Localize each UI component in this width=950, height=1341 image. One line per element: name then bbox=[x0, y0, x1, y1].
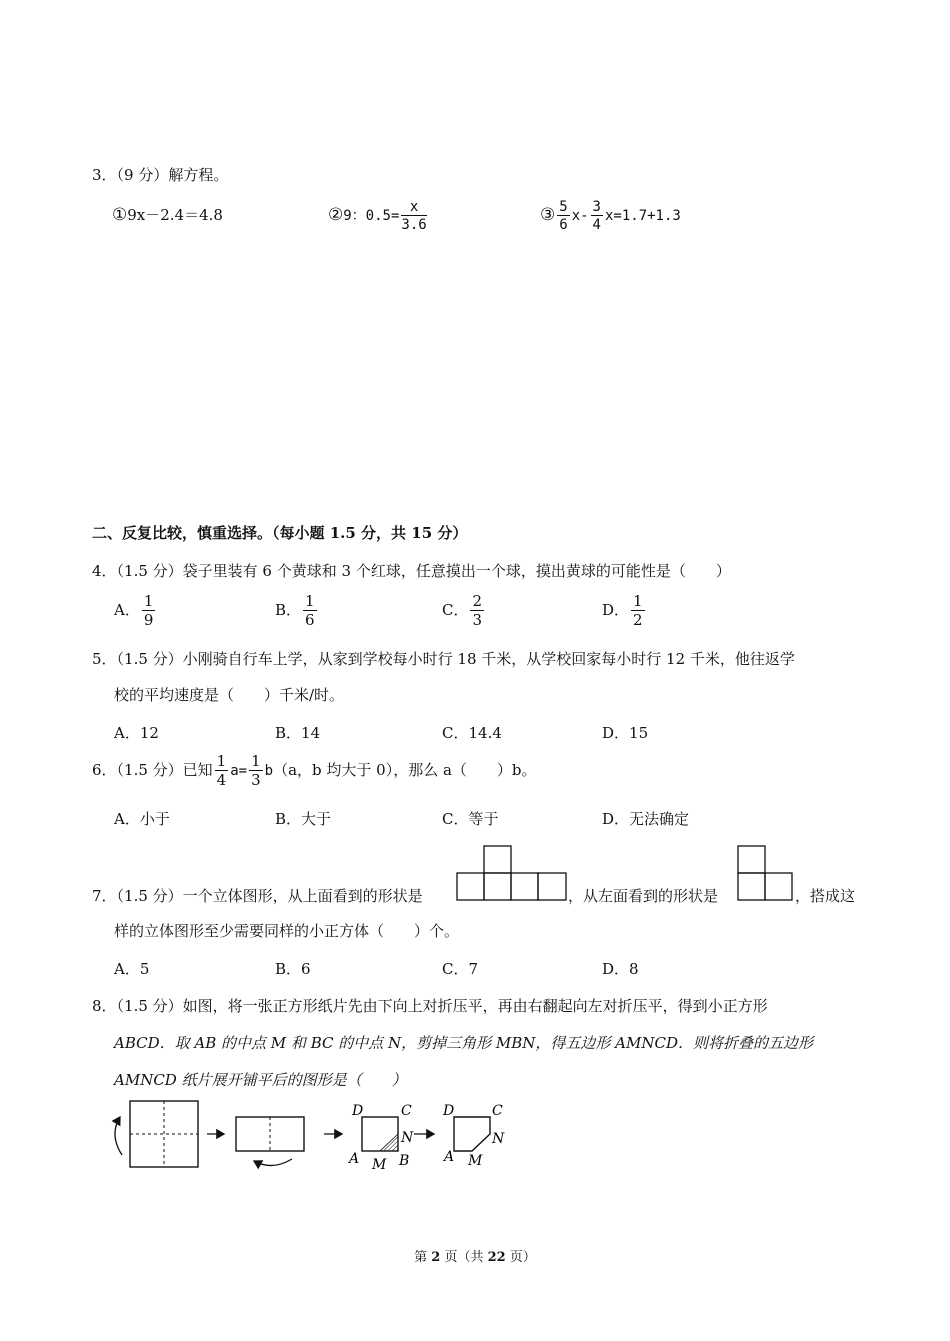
top-view-cell bbox=[511, 873, 538, 900]
label-n: N bbox=[492, 1131, 505, 1147]
q3-equation-1: ①9x－2.4＝4.8 bbox=[112, 205, 223, 225]
page-footer: 第 2 页（共 22 页） bbox=[414, 1250, 536, 1265]
q8-stem-line2: ABCD．取 AB 的中点 M 和 BC 的中点 N，剪掉三角形 MBN，得五边形 AMNCD．则将折叠的五边形 bbox=[114, 1034, 813, 1052]
q5-stem-line2: 校的平均速度是（ ）千米/时。 bbox=[114, 686, 345, 704]
q4-stem: 4．（1.5 分）袋子里装有 6 个黄球和 3 个红球，任意摸出一个球，摸出黄球的可能性是（ ） bbox=[92, 562, 731, 580]
small-square-abcd bbox=[362, 1117, 398, 1151]
q7-option-a[interactable]: A．5 bbox=[114, 960, 150, 978]
q5-option-c[interactable]: C．14.4 bbox=[442, 724, 502, 742]
top-view-cell bbox=[457, 873, 484, 900]
q7-top-view-figure bbox=[456, 845, 568, 901]
q6-stem: 6．（1.5 分）已知 $\frac{1}{4}$ a= $\frac{1}{3}$ b（a，b 均大于 0），那么 a（ ）b。 bbox=[92, 752, 537, 789]
left-view-cell bbox=[738, 873, 765, 900]
top-view-cell bbox=[538, 873, 566, 900]
q4-option-c[interactable]: C． $\frac{2}{3}$ bbox=[442, 592, 483, 629]
q5-option-a[interactable]: A．12 bbox=[114, 724, 159, 742]
q7-option-c[interactable]: C．7 bbox=[442, 960, 479, 978]
q7-stem-part2: ，从左面看到的形状是 bbox=[568, 887, 719, 905]
q7-stem-part3: ，搭成这 bbox=[795, 887, 856, 905]
q3-equation-3: ③ $\frac{5}{6}$ x- $\frac{3}{4}$ x=1.7+1.3 bbox=[540, 199, 681, 233]
label-m: M bbox=[468, 1153, 483, 1169]
left-view-cell bbox=[765, 873, 792, 900]
q4-option-d[interactable]: D． $\frac{1}{2}$ bbox=[602, 592, 643, 629]
label-d: D bbox=[352, 1103, 364, 1119]
q3-stem: 3．（9 分）解方程。 bbox=[92, 166, 229, 184]
q5-stem-line1: 5．（1.5 分）小刚骑自行车上学，从家到学校每小时行 18 千米，从学校回家每小时行 12 千米，他往返学 bbox=[92, 650, 795, 668]
fold-left-arrow-icon bbox=[254, 1159, 292, 1166]
label-c: C bbox=[401, 1103, 412, 1119]
label-c: C bbox=[492, 1103, 503, 1119]
q8-folding-diagram bbox=[104, 1095, 524, 1180]
top-view-cell bbox=[484, 873, 511, 900]
q7-option-d[interactable]: D．8 bbox=[602, 960, 639, 978]
section-2-title: 二、反复比较，慎重选择。（每小题 1.5 分，共 15 分） bbox=[92, 524, 468, 542]
q6-option-d[interactable]: D．无法确定 bbox=[602, 810, 690, 828]
q4-option-b[interactable]: B． $\frac{1}{6}$ bbox=[275, 592, 315, 629]
q8-stem-line1: 8．（1.5 分）如图，将一张正方形纸片先由下向上对折压平，再由右翻起向左对折压平，得到小正方形 bbox=[92, 997, 768, 1015]
q5-option-b[interactable]: B．14 bbox=[275, 724, 321, 742]
q4-option-a[interactable]: A． $\frac{1}{9}$ bbox=[114, 592, 154, 629]
q7-left-view-figure bbox=[737, 845, 795, 901]
left-view-cell bbox=[738, 846, 765, 873]
folded-rectangle bbox=[236, 1117, 304, 1151]
label-a: A bbox=[444, 1149, 455, 1165]
label-m: M bbox=[372, 1157, 387, 1173]
q6-option-b[interactable]: B．大于 bbox=[275, 810, 332, 828]
pentagon-amncd bbox=[454, 1117, 490, 1151]
label-n: N bbox=[401, 1130, 414, 1146]
q7-stem-line2: 样的立体图形至少需要同样的小正方体（ ）个。 bbox=[114, 922, 460, 940]
q5-option-d[interactable]: D．15 bbox=[602, 724, 649, 742]
q7-stem-part1: 7．（1.5 分）一个立体图形，从上面看到的形状是 bbox=[92, 887, 423, 905]
q8-stem-line3: AMNCD 纸片展开铺平后的图形是（ ） bbox=[114, 1071, 407, 1089]
q6-option-a[interactable]: A．小于 bbox=[114, 810, 170, 828]
label-b: B bbox=[399, 1153, 410, 1169]
q3-equation-2: ②9：0.5= $\frac{x}{3.6}$ bbox=[328, 199, 427, 233]
top-view-cell bbox=[484, 846, 511, 873]
fold-up-arrow-icon bbox=[115, 1117, 122, 1155]
unfolded-square bbox=[130, 1101, 198, 1167]
label-d: D bbox=[443, 1103, 455, 1119]
q7-option-b[interactable]: B．6 bbox=[275, 960, 311, 978]
q6-option-c[interactable]: C．等于 bbox=[442, 810, 499, 828]
label-a: A bbox=[349, 1151, 360, 1167]
